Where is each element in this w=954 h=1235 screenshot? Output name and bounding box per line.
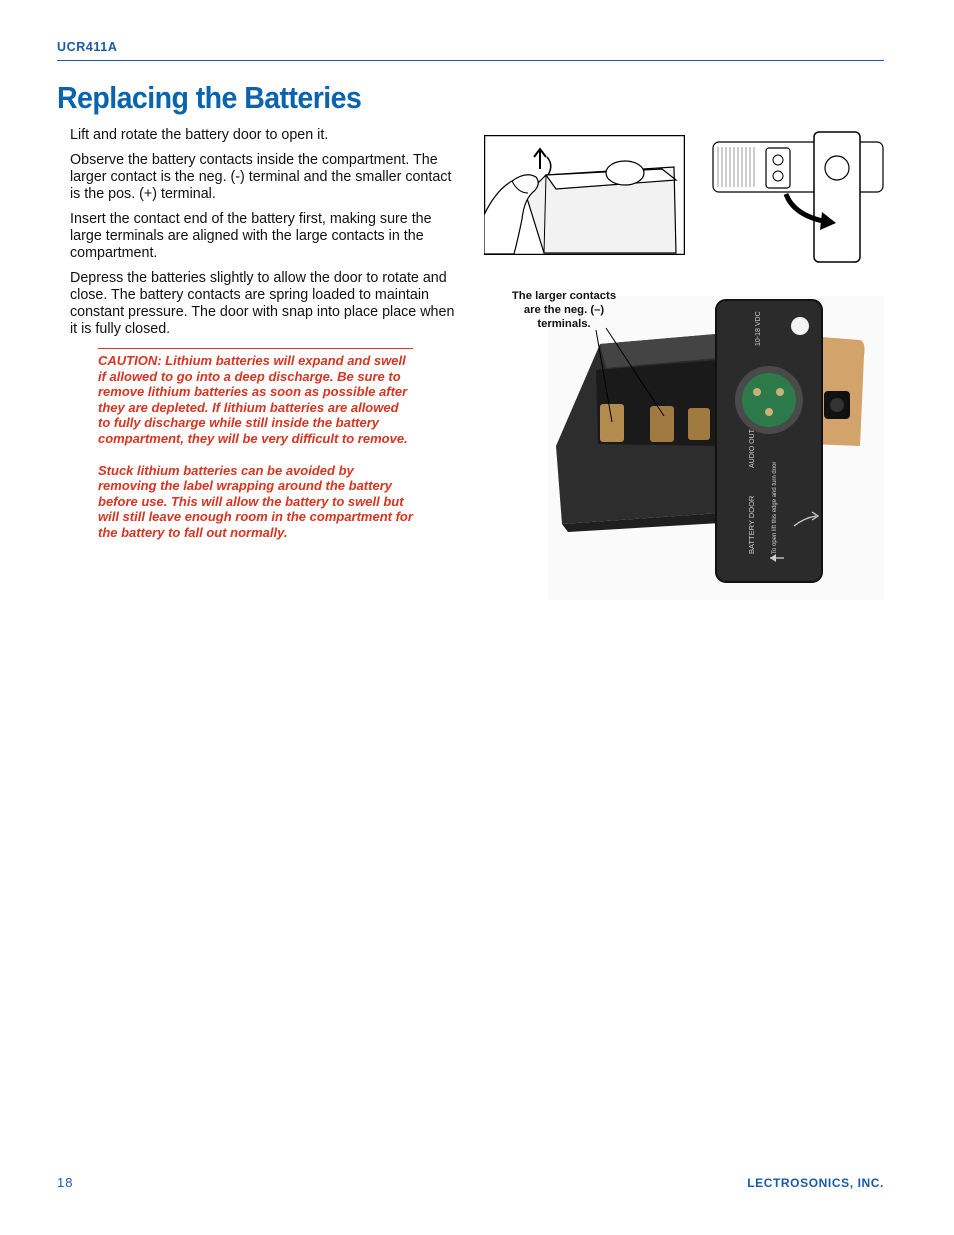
instructions-column <box>70 127 462 346</box>
page-number: 18 <box>57 1175 74 1190</box>
open-instruction-label: To open lift this edge and turn door <box>772 461 778 554</box>
instruction-paragraph-3: Insert the contact end of the battery first, making sure the large terminals are aligned with the large contacts in the compartment. <box>70 211 432 261</box>
lift-door-illustration <box>484 135 685 255</box>
contacts-callout: The larger contacts are the neg. (–) terminals. <box>511 290 617 330</box>
battery-compartment-photo <box>548 296 884 600</box>
vdc-label: 10-18 VDC <box>755 311 762 346</box>
battery-door-label: BATTERY DOOR <box>747 495 756 554</box>
page-title: Replacing the Batteries <box>57 80 362 115</box>
instruction-paragraph-4: Depress the batteries slightly to allow the door to rotate and close. The battery contacts are spring loaded to maintain constant pressure. The door with snap into place place when it is fully closed. <box>70 270 455 337</box>
instruction-paragraph-2: Observe the battery contacts inside the compartment. The larger contact is the neg. (-) terminal and the smaller contact is the pos. (+) terminal. <box>70 152 452 202</box>
audio-out-label: AUDIO OUT <box>749 429 756 468</box>
caution-note <box>98 348 413 557</box>
footer-company-name: LECTROSONICS, INC. <box>747 1176 884 1190</box>
rotate-door-illustration <box>710 130 886 264</box>
caution-paragraph-1: CAUTION: Lithium batteries will expand and swell if allowed to go into a deep discharge. Be sure to remove lithium batteries as soon as possible after they are depleted. If lithium batteries are allowed to fully discharge while still inside the battery compartment, they will be very difficult to remove. <box>98 353 408 446</box>
header-divider <box>57 60 884 61</box>
header-model-label: UCR411A <box>57 40 118 54</box>
instruction-paragraph-1: Lift and rotate the battery door to open it. <box>70 127 329 143</box>
caution-paragraph-2: Stuck lithium batteries can be avoided by removing the label wrapping around the battery before use. This will allow the battery to swell but will still leave enough room in the compartment for the battery to fall out normally. <box>98 462 413 540</box>
